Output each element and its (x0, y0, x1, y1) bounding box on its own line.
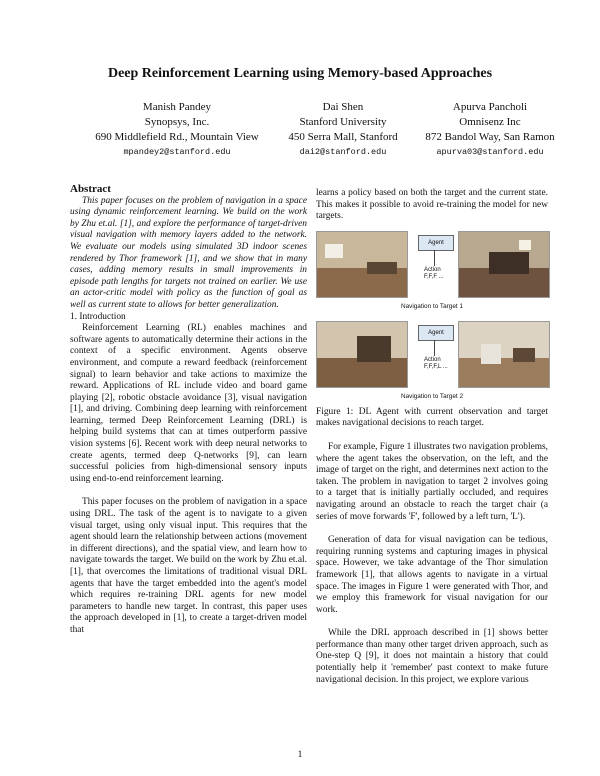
author-name: Apurva Pancholi (452, 101, 528, 113)
paragraph-example: For example, Figure 1 illustrates two navigation problems, where the agent takes the observation, on the left, and the image of target on the right, and determines next action to the taken. The problem in navigation to target 2 involves going to a target that is initially partially occluded, and requires navigating around an obstacle to reach the target chair (a series of move forwards 'F', followed by a left turn, 'L'). (316, 441, 549, 522)
author-email[interactable]: apurva03@stanford.edu (436, 147, 544, 157)
author-name: Manish Pandey (142, 101, 212, 113)
figure-caption: Figure 1: DL Agent with current observation and target makes navigational decisions to reach target. (316, 406, 548, 429)
left-column (70, 184, 307, 637)
figure-subcaption-2: Navigation to Target 2 (400, 392, 464, 400)
intro-paragraph-2: This paper focuses on the problem of navigation in a space using DRL. The task of the agent is to navigate to a given visual target, using only visual input. This requires that the agent should learn the relationship between actions (movement in different directions), and the spatial view, and learn how to navigate towards the target. We build on the work by Zhu et.al. [1], that overcomes the limitations of traditional visual DRL agents that have the target embedded into the agent's model which requires re-training DRL agents for new model parameters to handle new target. In contrast, this paper uses the approach developed in [1], to create a target-driven model that (70, 497, 307, 635)
author-name: Dai Shen (322, 101, 364, 113)
arrow-icon (434, 250, 435, 266)
paragraph-drl-approach: While the DRL approach described in [1] shows better performance than many other target driven approach, such as One-step Q [9], it does not maintain a history that could potentially help it 'remember' past context to make future navigational decision. In this project, we explore various (316, 628, 548, 685)
target-image-1 (458, 231, 550, 298)
right-column (316, 188, 548, 686)
figure-panel-1 (316, 231, 548, 313)
figure-subcaption-1: Navigation to Target 1 (400, 302, 464, 310)
author-email[interactable]: mpandey2@stanford.edu (123, 147, 231, 157)
author-email[interactable]: dai2@stanford.edu (299, 147, 387, 157)
intro-paragraph-1: Reinforcement Learning (RL) enables machines and software agents to automatically determine their actions in the context of a specific environment. Agents observe environment, and compute a reward feedback (reinforcement signal) to learn behavior and take actions to maximize the reward. Applications of RL include video and board game playing [2], robotic obstacle avoidance [3], visual navigation [1], and driving. Combining deep learning with reinforcement learning, termed Deep Reinforcement Learning (DRL) is helping build systems that can at times outperform passive vision systems [6]. Recent work with deep neural networks to create agents, termed deep Q-networks [9], can learn successful policies from high-dimensional sensory inputs using end-to-end reinforcement learning. (70, 323, 307, 484)
paragraph-data-generation: Generation of data for visual navigation can be tedious, requiring running systems and capturing images in physical space. However, we take advantage of the Thor simulation framework [1], that allows agents to navigate in a virtual space. The images in Figure 1 were generated with Thor, and we employ this framework for visual navigation for our work. (316, 535, 548, 615)
author-affiliation: Synopsys, Inc. (144, 116, 210, 128)
page-number: 1 (297, 750, 303, 760)
author-affiliation: Omnisenz Inc (459, 116, 521, 128)
author-address: 450 Serra Mall, Stanford (288, 131, 398, 143)
author-address: 690 Middlefield Rd., Mountain View (95, 131, 259, 143)
continued-paragraph: learns a policy based on both the target and the current state. This makes it possible to avoid re-training the model for new targets. (316, 188, 548, 222)
action-text: Action F,F,F,L ... (424, 356, 448, 370)
observation-image-1 (316, 231, 408, 298)
author-block-3 (400, 100, 580, 160)
author-block-2 (268, 100, 418, 160)
action-text: Action F,F,F ... (424, 266, 444, 280)
author-block-1 (62, 100, 292, 160)
agent-box: Agent (418, 325, 454, 341)
figure-panel-2 (316, 321, 548, 403)
agent-box: Agent (418, 235, 454, 251)
abstract-heading: Abstract (70, 183, 111, 195)
section-heading-introduction: 1. Introduction (70, 311, 126, 322)
target-image-2 (458, 321, 550, 388)
arrow-icon (434, 340, 435, 356)
observation-image-2 (316, 321, 408, 388)
paper-title: Deep Reinforcement Learning using Memory-based Approaches (107, 66, 493, 81)
abstract-text: This paper focuses on the problem of navigation in a space using dynamic reinforcement learning. We build on the work by Zhu et.al. [1], and explore the performance of target-driven visual navigation with memory layers added to the network. We evaluate our models using simulated 3D indoor scenes rendered by Thor framework [1], and we show that in many cases, adding memory results in small improvements in episode path lengths for targets not trained on earlier. We use an actor-critic model with policy as the function of goal as well as current state to allows for better generalization. (70, 195, 307, 310)
author-affiliation: Stanford University (299, 116, 387, 128)
author-address: 872 Bandol Way, San Ramon (425, 131, 555, 143)
